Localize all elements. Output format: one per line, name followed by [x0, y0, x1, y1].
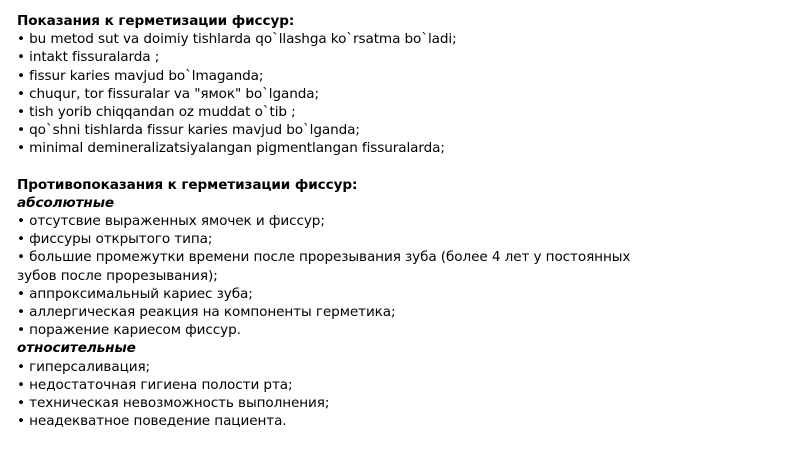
indication-item: • bu metod sut va doimiy tishlarda qo`llashga ko`rsatma bo`ladi;: [17, 31, 457, 48]
relative-item: • недостаточная гигиена полости рта;: [17, 376, 293, 393]
indication-item: • fissur karies mavjud bo`lmaganda;: [17, 67, 264, 84]
indication-item: • tish yorib chiqqandan oz muddat o`tib ;: [17, 104, 296, 121]
indication-item: • intakt fissuralarda ;: [17, 49, 160, 66]
indications-heading: Показания к герметизации фиссур:: [17, 13, 295, 29]
absolute-item: • аппроксимальный кариес зуба;: [17, 285, 253, 302]
indication-item: • minimal demineralizatsiyalangan pigmentlangan fissuralarda;: [17, 140, 445, 157]
absolute-item: • аллергическая реакция на компоненты герметика;: [17, 304, 396, 321]
relative-item: • неадекватное поведение пациента.: [17, 413, 287, 430]
contraindications-heading: Противопоказания к герметизации фиссур:: [17, 176, 358, 193]
document-body: [17, 12, 787, 430]
absolute-subheading: абсолютные: [17, 194, 115, 211]
indication-item: • qo`shni tishlarda fissur karies mavjud bo`lganda;: [17, 122, 360, 139]
indication-item: • chuqur, tor fissuralar va "ямок" bo`lganda;: [17, 85, 319, 102]
absolute-item: • фиссуры открытого типа;: [17, 231, 213, 248]
relative-item: • гиперсаливация;: [17, 358, 151, 375]
absolute-item: • большие промежутки времени после прорезывания зуба (более 4 лет у постоянных зубов после прорезывания);: [17, 249, 631, 284]
relative-item: • техническая невозможность выполнения;: [17, 395, 330, 412]
section-spacer: [17, 158, 787, 176]
relative-subheading: относительные: [17, 340, 136, 357]
absolute-item: • поражение кариесом фиссур.: [17, 322, 241, 339]
absolute-item: • отсутсвие выраженных ямочек и фиссур;: [17, 213, 325, 230]
